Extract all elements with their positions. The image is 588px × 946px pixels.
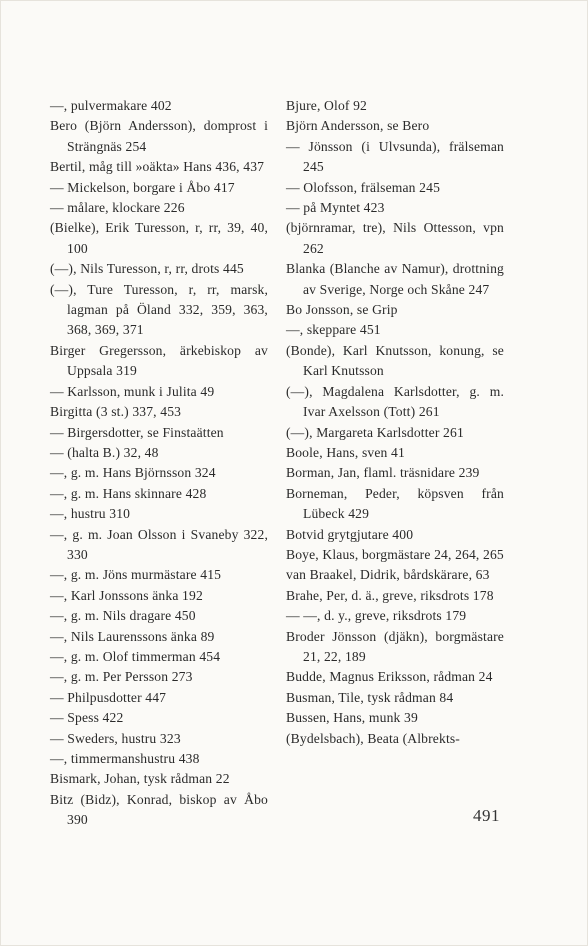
index-entry: Birger Gregersson, ärkebiskop av Uppsala 319 (50, 342, 268, 379)
index-entry: Blanka (Blanche av Namur), drottning av Sverige, Norge och Skåne 247 (286, 261, 504, 297)
index-entry: Bismark, Johan, tysk rådman 22 (50, 771, 230, 787)
index-entry: Boole, Hans, sven 41 (286, 444, 405, 460)
index-entry: — på Myntet 423 (286, 200, 385, 216)
index-entry: (Bonde), Karl Knutsson, konung, se Karl Knutsson (286, 342, 504, 379)
index-entry: —, g. m. Olof timmerman 454 (50, 648, 221, 664)
index-entry: — Olofsson, frälseman 245 (286, 179, 441, 195)
index-entry: Botvid grytgjutare 400 (286, 526, 414, 542)
index-entry: —, Nils Laurenssons änka 89 (50, 628, 215, 644)
index-entry: —, skeppare 451 (286, 322, 381, 338)
index-entry: —, g. m. Jöns murmästare 415 (50, 567, 222, 583)
page-number: 491 (473, 806, 500, 825)
index-entry: —, g. m. Joan Olsson i Svaneby 322, 330 (50, 526, 268, 562)
index-entry: Borneman, Peder, köpsven från Lübeck 429 (286, 485, 504, 522)
index-entry: Bero (Björn Andersson), domprost i Strängnäs 254 (50, 118, 268, 154)
index-entry: —, g. m. Nils dragare 450 (50, 608, 196, 624)
index-entry: — Mickelson, borgare i Åbo 417 (50, 179, 235, 195)
index-entry: — målare, klockare 226 (50, 200, 185, 216)
index-entry: Birgitta (3 st.) 337, 453 (50, 404, 182, 420)
index-entry: —, g. m. Hans Björnsson 324 (50, 465, 216, 481)
index-entry: (Bielke), Erik Turesson, r, rr, 39, 40, 100 (50, 220, 268, 256)
index-entry: Björn Andersson, se Bero (286, 118, 430, 134)
index-entry: (—), Margareta Karlsdotter 261 (286, 424, 464, 440)
index-entry: — (halta B.) 32, 48 (50, 444, 159, 460)
index-entry: —, pulvermakare 402 (50, 98, 172, 113)
index-entry: (Bydelsbach), Beata (Albrekts- (286, 730, 460, 746)
index-entry: — —, d. y., greve, riksdrots 179 (286, 608, 467, 624)
index-entry: — Spess 422 (50, 710, 124, 726)
index-entry: —, hustru 310 (50, 506, 131, 522)
index-entry: (björnramar, tre), Nils Ottesson, vpn 262 (286, 220, 504, 256)
index-entry: —, Karl Jonssons änka 192 (50, 587, 203, 603)
index-entry: —, timmermanshustru 438 (50, 751, 200, 766)
index-entry: Boye, Klaus, borgmästare 24, 264, 265 (286, 546, 504, 562)
index-entry: Busman, Tile, tysk rådman 84 (286, 689, 454, 705)
index-entry: Brahe, Per, d. ä., greve, riksdrots 178 (286, 587, 494, 603)
index-column-left (50, 96, 268, 831)
index-entry: — Karlsson, munk i Julita 49 (50, 383, 215, 399)
index-entry: — Jönsson (i Ulvsunda), frälseman 245 (286, 138, 504, 175)
index-entry: —, g. m. Hans skinnare 428 (50, 485, 207, 501)
index-entry: — Birgersdotter, se Finstaätten (50, 424, 224, 440)
index-entry: (—), Ture Turesson, r, rr, marsk, lagman på Öland 332, 359, 363, 368, 369, 371 (50, 281, 268, 338)
index-entry: Bjure, Olof 92 (286, 98, 368, 113)
index-entry: —, g. m. Per Persson 273 (50, 669, 193, 685)
index-entry: Borman, Jan, flaml. träsnidare 239 (286, 465, 480, 481)
index-entry: Bitz (Bidz), Konrad, biskop av Åbo 390 (50, 791, 268, 828)
index-entry: Bertil, måg till »oäkta» Hans 436, 437 (50, 159, 265, 175)
index-entry: Bo Jonsson, se Grip (286, 302, 398, 318)
index-entry: Budde, Magnus Eriksson, rådman 24 (286, 669, 493, 685)
index-entry: (—), Magdalena Karlsdotter, g. m. Ivar Axelsson (Tott) 261 (286, 383, 504, 420)
index-entry: van Braakel, Didrik, bårdskärare, 63 (286, 567, 490, 583)
index-entry: — Sweders, hustru 323 (50, 730, 181, 746)
index-entry: Broder Jönsson (djäkn), borgmästare 21, 22, 189 (286, 628, 504, 664)
index-entry: Bussen, Hans, munk 39 (286, 710, 418, 726)
index-entry: (—), Nils Turesson, r, rr, drots 445 (50, 261, 244, 277)
index-column-right (286, 96, 504, 749)
index-entry: — Philpusdotter 447 (50, 689, 167, 705)
